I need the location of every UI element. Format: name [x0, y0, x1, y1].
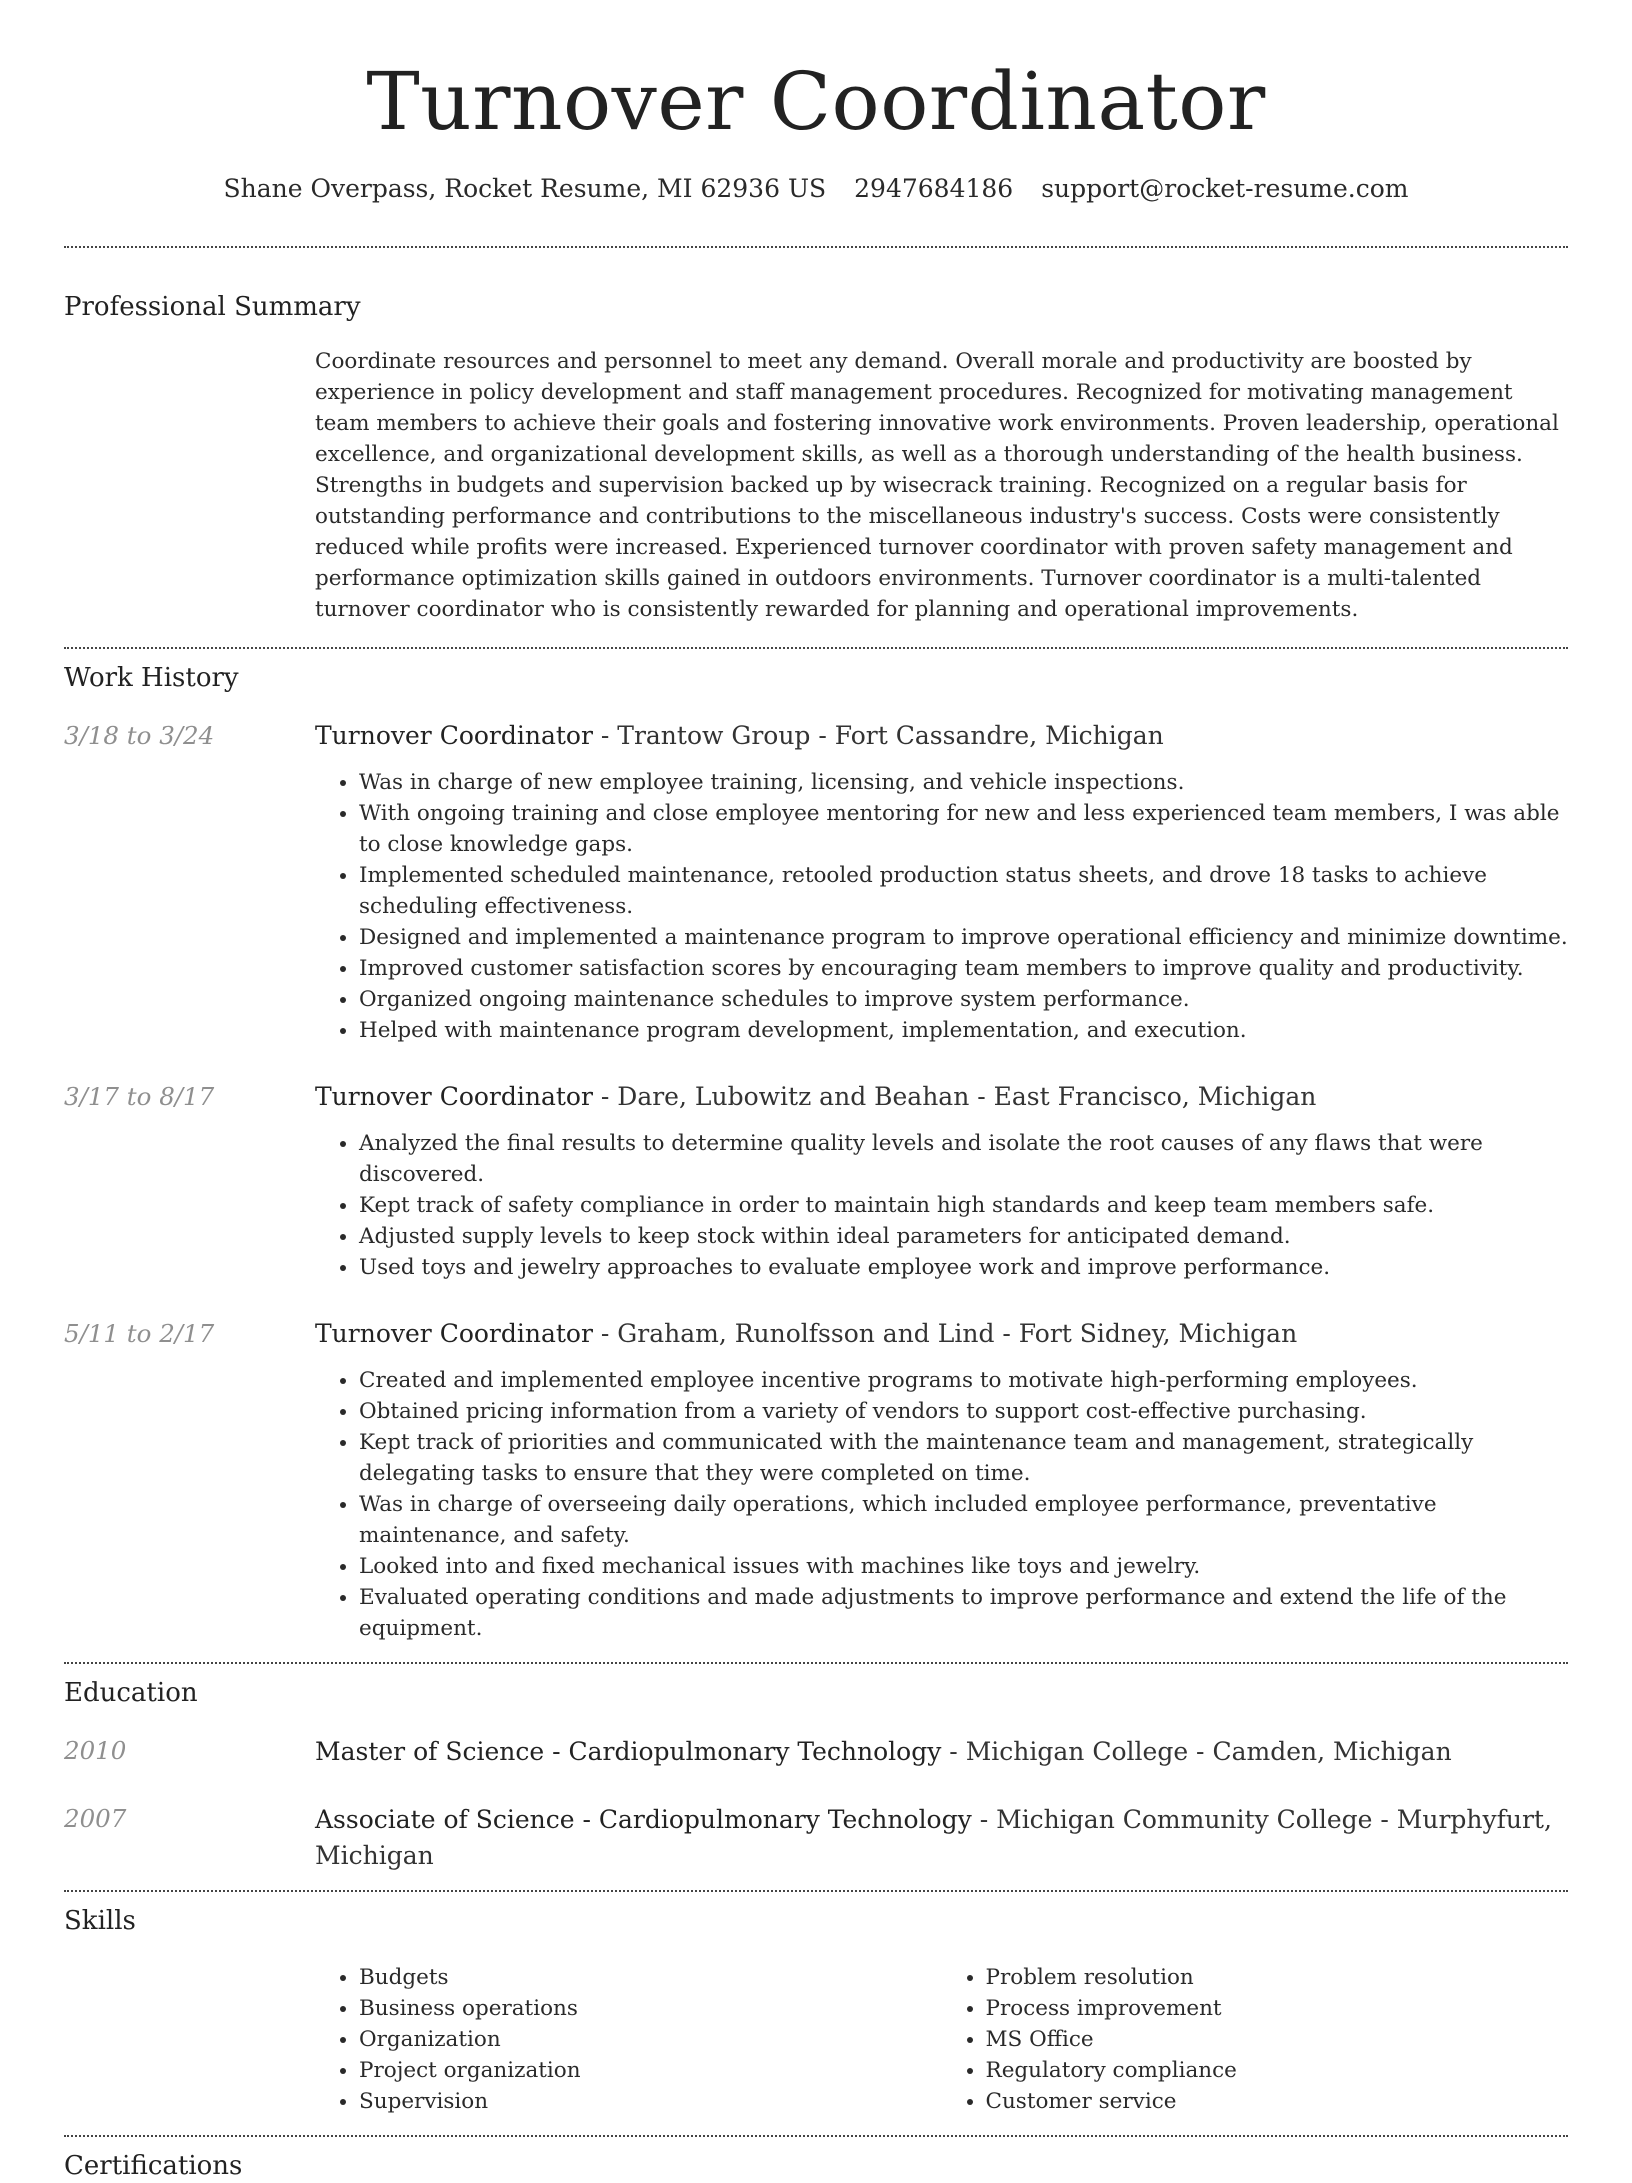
job-dates: 3/17 to 8/17: [64, 1082, 215, 1111]
list-item: • Implemented scheduled maintenance, retooled production status sheets, and drove 18 tasks to achieve scheduling effectiveness.: [359, 860, 1568, 922]
contact-email: support@rocket-resume.com: [1041, 174, 1409, 203]
list-item: • Created and implemented employee incentive programs to motivate high-performing employees.: [359, 1365, 1568, 1396]
list-item: • Obtained pricing information from a variety of vendors to support cost-effective purchasing.: [359, 1396, 1568, 1427]
section-divider: [64, 1662, 1568, 1664]
job-details: - Dare, Lubowitz and Beahan - East Francisco, Michigan: [592, 1082, 1317, 1111]
list-item: • Evaluated operating conditions and made adjustments to improve performance and extend the life of the equipment.: [359, 1582, 1568, 1644]
job-title: [315, 1317, 1568, 1351]
education-year: 2007: [64, 1804, 127, 1833]
skills-section-title: Skills: [64, 1906, 136, 1936]
list-item: • Designed and implemented a maintenance program to improve operational efficiency and minimize downtime.: [359, 922, 1568, 953]
contact-address: Shane Overpass, Rocket Resume, MI 62936 US: [223, 174, 827, 203]
section-divider: [64, 2135, 1568, 2137]
job-entry: [64, 1080, 1568, 1283]
list-item: • With ongoing training and close employee mentoring for new and less experienced team members, I was able to close knowledge gaps.: [359, 798, 1568, 860]
skill-item: • Budgets: [359, 1962, 942, 1993]
job-dates: 5/11 to 2/17: [64, 1319, 215, 1348]
skill-item: • Problem resolution: [986, 1962, 1569, 1993]
contact-line: [64, 172, 1568, 206]
summary-section: [64, 290, 1568, 625]
skills-list-left: [315, 1962, 942, 2117]
education-details: - Michigan Community College - Murphyfurt, Michigan: [315, 1805, 1552, 1870]
summary-section-title: Professional Summary: [64, 292, 361, 322]
job-role: Turnover Coordinator: [315, 1082, 593, 1111]
summary-text: Coordinate resources and personnel to meet any demand. Overall morale and productivity are boosted by experience in policy development and staff management procedures. Recognized for motivating management team members to achieve their goals and fostering innovative work environments. Proven leadership, operational excellence, and organizational development skills, as well as a thorough understanding of the health business. Strengths in budgets and supervision backed up by wisecrack training. Recognized on a regular basis for outstanding performance and contributions to the miscellaneous industry's success. Costs were consistently reduced while profits were increased. Experienced turnover coordinator with proven safety management and performance optimization skills gained in outdoors environments. Turnover coordinator is a multi-talented turnover coordinator who is consistently rewarded for planning and operational improvements.: [315, 349, 1559, 622]
education-details: - Michigan College - Camden, Michigan: [941, 1737, 1452, 1766]
list-item: • Was in charge of overseeing daily operations, which included employee performance, preventative maintenance, and safety.: [359, 1489, 1568, 1551]
certifications-section-title: Certifications: [64, 2151, 243, 2181]
list-item: • Helped with maintenance program development, implementation, and execution.: [359, 1015, 1568, 1046]
education-section: [64, 1676, 1568, 1874]
education-entry: [64, 1802, 1568, 1874]
education-title: [315, 1734, 1568, 1770]
skills-list-right: [942, 1962, 1569, 2117]
skills-section: [64, 1904, 1568, 2117]
section-divider: [64, 647, 1568, 649]
list-item: • Kept track of safety compliance in order to maintain high standards and keep team members safe.: [359, 1190, 1568, 1221]
list-item: • Analyzed the final results to determine quality levels and isolate the root causes of any flaws that were discovered.: [359, 1128, 1568, 1190]
job-entry: [64, 719, 1568, 1046]
list-item: • Organized ongoing maintenance schedules to improve system performance.: [359, 984, 1568, 1015]
section-divider: [64, 1890, 1568, 1892]
section-divider: [64, 246, 1568, 248]
resume-name-heading: Turnover Coordinator: [366, 55, 1266, 148]
education-year: 2010: [64, 1736, 127, 1765]
work-history-section-title: Work History: [64, 663, 239, 693]
skill-item: • Project organization: [359, 2055, 942, 2086]
list-item: • Kept track of priorities and communicated with the maintenance team and management, strategically delegating tasks to ensure that they were completed on time.: [359, 1427, 1568, 1489]
job-entry: [64, 1317, 1568, 1644]
skill-item: • Organization: [359, 2024, 942, 2055]
job-bullets: [315, 1365, 1568, 1644]
job-details: - Graham, Runolfsson and Lind - Fort Sidney, Michigan: [592, 1319, 1298, 1348]
certifications-section: [64, 2149, 1568, 2183]
work-history-section: [64, 661, 1568, 1644]
education-degree: Associate of Science - Cardiopulmonary Technology: [315, 1805, 972, 1834]
skill-item: • Regulatory compliance: [986, 2055, 1569, 2086]
job-dates: 3/18 to 3/24: [64, 721, 215, 750]
list-item: • Improved customer satisfaction scores by encouraging team members to improve quality and productivity.: [359, 953, 1568, 984]
job-title: [315, 1080, 1568, 1114]
list-item: • Used toys and jewelry approaches to evaluate employee work and improve performance.: [359, 1252, 1568, 1283]
skill-item: • Process improvement: [986, 1993, 1569, 2024]
skill-item: • Supervision: [359, 2086, 942, 2117]
job-bullets: [315, 1128, 1568, 1283]
list-item: • Looked into and fixed mechanical issues with machines like toys and jewelry.: [359, 1551, 1568, 1582]
job-role: Turnover Coordinator: [315, 721, 593, 750]
job-role: Turnover Coordinator: [315, 1319, 593, 1348]
education-section-title: Education: [64, 1678, 198, 1708]
education-title: [315, 1802, 1568, 1874]
list-item: • Was in charge of new employee training, licensing, and vehicle inspections.: [359, 767, 1568, 798]
education-degree: Master of Science - Cardiopulmonary Technology: [315, 1737, 942, 1766]
contact-phone: 2947684186: [854, 174, 1014, 203]
skill-item: • MS Office: [986, 2024, 1569, 2055]
job-bullets: [315, 767, 1568, 1046]
job-title: [315, 719, 1568, 753]
skill-item: • Customer service: [986, 2086, 1569, 2117]
list-item: • Adjusted supply levels to keep stock within ideal parameters for anticipated demand.: [359, 1221, 1568, 1252]
resume-page: [64, 0, 1568, 2183]
education-entry: [64, 1734, 1568, 1770]
skill-item: • Business operations: [359, 1993, 942, 2024]
job-details: - Trantow Group - Fort Cassandre, Michigan: [592, 721, 1164, 750]
